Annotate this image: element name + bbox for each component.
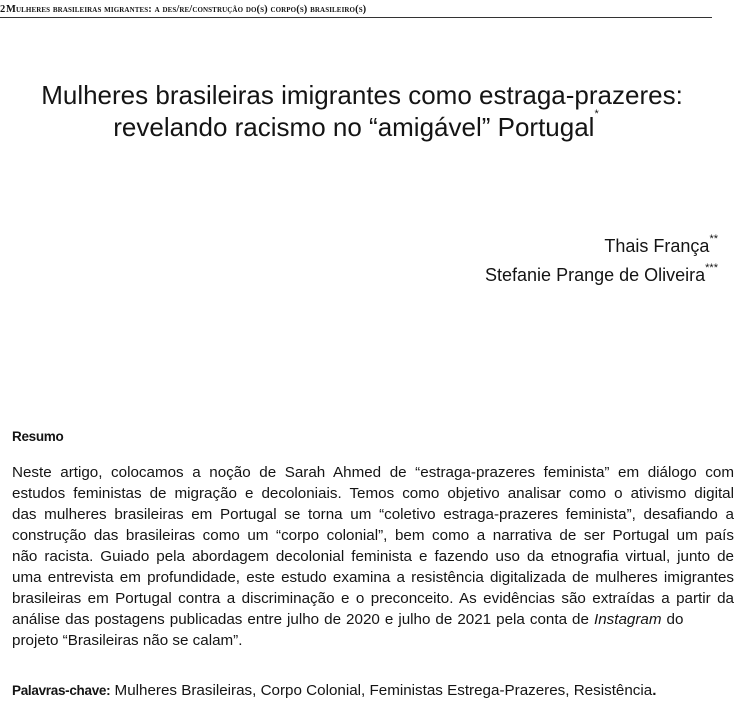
- author-2: [485, 262, 718, 286]
- title-line-2-text: revelando racismo no “amigável” Portugal: [113, 112, 595, 142]
- author-1: [604, 233, 718, 257]
- keywords-line: [12, 682, 656, 699]
- keywords-value: Mulheres Brasileiras, Corpo Colonial, Feministas Estrega-Prazeres, Resistência: [110, 682, 653, 699]
- abstract-heading: Resumo: [12, 429, 64, 444]
- title-line-2: [0, 108, 712, 143]
- keywords-period: .: [652, 682, 657, 699]
- abstract-line: das mulheres brasileiras em Portugal se torna um “coletivo estraga-prazeres feminista”, desafiando a: [12, 506, 734, 523]
- author-1-footnote-marker: **: [709, 233, 718, 245]
- abstract-line: uma entrevista em profundidade, este estudo examina a resistência digitalizada de mulheres imigrantes: [12, 569, 734, 586]
- abstract-line: projeto “Brasileiras não se calam”.: [12, 632, 243, 649]
- keywords-label: Palavras-chave:: [12, 683, 111, 698]
- abstract-line: estudos feministas de migração e decoloniais. Temos como objetivo analisar como o ativismo digital: [12, 485, 734, 502]
- abstract-line-8-text: análise das postagens publicadas entre julho de 2020 e julho de 2021 pela conta de: [12, 611, 594, 628]
- author-1-name: Thais França: [604, 236, 710, 256]
- title-footnote-marker: *: [594, 108, 599, 120]
- title-line-1: Mulheres brasileiras imigrantes como estraga-prazeres:: [41, 80, 683, 110]
- author-2-name: Stefanie Prange de Oliveira: [485, 265, 706, 285]
- abstract-line: construção das brasileiras como um “corpo colonial”, bem como a narrativa de ser Portugal um país: [12, 527, 734, 544]
- page-number-fragment: 2: [0, 4, 6, 15]
- abstract-line: brasileiras em Portugal contra a discriminação e o preconceito. As evidências são extraídas a partir da: [12, 590, 734, 607]
- abstract-body: [12, 462, 734, 651]
- running-head: [0, 2, 712, 18]
- instagram-italic: Instagram: [593, 611, 662, 628]
- abstract-line-8-end: do: [661, 611, 684, 628]
- author-2-footnote-marker: ***: [705, 262, 718, 274]
- article-title: [0, 79, 712, 143]
- abstract-line-8: [12, 609, 734, 630]
- abstract-line: Neste artigo, colocamos a noção de Sarah Ahmed de “estraga-prazeres feminista” em diálogo com: [12, 464, 734, 481]
- abstract-line: não racista. Guiado pela abordagem decolonial feminista e fazendo uso da etnografia virtual, junto de: [12, 548, 734, 565]
- running-head-text: Mulheres brasileiras migrantes: a des/re/construção do(s) corpo(s) brasileiro(s): [6, 4, 367, 15]
